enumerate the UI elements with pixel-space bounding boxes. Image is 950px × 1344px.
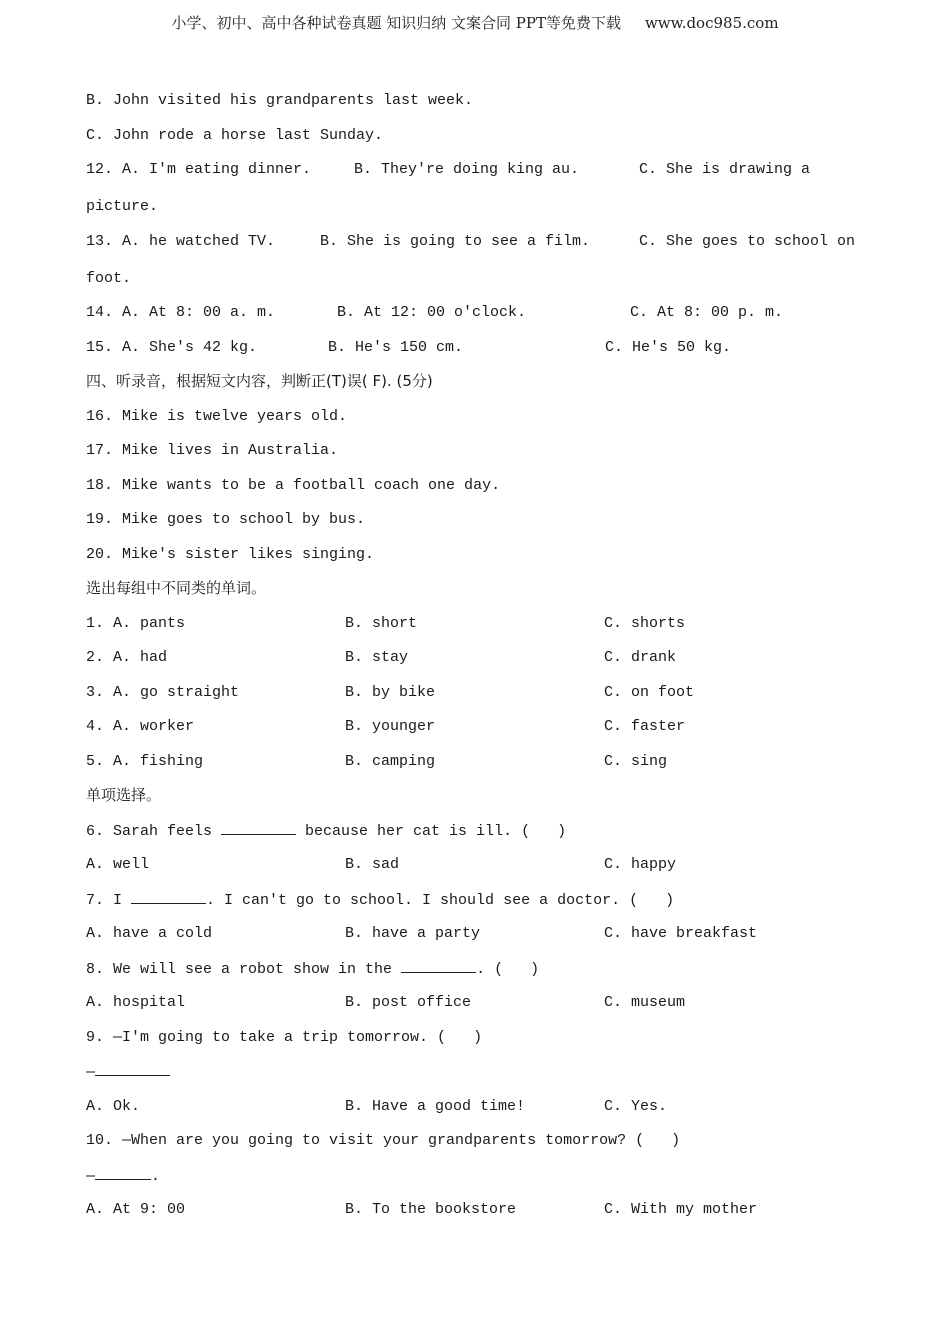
odd-5-option-c: C. sing (604, 752, 668, 770)
statement-20: 20. Mike's sister likes singing. (86, 545, 375, 563)
q9-dash: — (86, 1064, 96, 1081)
q8-stem-start: 8. We will see a robot show in the (86, 960, 402, 978)
question-10: 10. —When are you going to visit your grandparents tomorrow? ( ) (86, 1132, 681, 1149)
page-header (0, 12, 950, 33)
question-15 (86, 334, 866, 369)
q10-answer-line (86, 1162, 866, 1197)
odd-1-option-b: B. short (345, 614, 418, 632)
q9-answer-line (86, 1058, 866, 1093)
q14-option-a: 14. A. At 8: 00 a. m. (86, 304, 276, 321)
q10-option-a: A. At 9: 00 (86, 1201, 186, 1218)
q9-option-b: B. Have a good time! (345, 1097, 526, 1115)
odd-2-option-b: B. stay (345, 649, 409, 666)
odd-3-option-c: C. on foot (604, 683, 695, 701)
q12-continuation: picture. (86, 198, 159, 215)
q13-option-b: B. She is going to see a film. (320, 232, 591, 250)
q12-option-c: C. She is drawing a (639, 161, 811, 178)
q9-option-c: C. Yes. (604, 1097, 668, 1115)
q6-answer-blank (221, 817, 296, 835)
q10-dash: — (86, 1167, 96, 1185)
q8-option-a: A. hospital (86, 994, 186, 1011)
odd-2-option-c: C. drank (604, 649, 677, 666)
q15-option-c: C. He's 50 kg. (605, 338, 732, 356)
q9-options (86, 1093, 866, 1128)
statement-19: 19. Mike goes to school by bus. (86, 511, 366, 528)
q6-stem-start: 6. Sarah feels (86, 822, 222, 840)
q9-answer-blank (95, 1058, 170, 1076)
q7-answer-blank (131, 886, 206, 904)
odd-1-option-a: 1. A. pants (86, 614, 186, 632)
q10-option-c: C. With my mother (604, 1201, 758, 1218)
q10-option-b: B. To the bookstore (345, 1201, 517, 1218)
question-9: 9. —I'm going to take a trip tomorrow. ( ) (86, 1028, 483, 1046)
question-7 (86, 886, 866, 921)
q15-option-b: B. He's 150 cm. (328, 338, 464, 356)
q10-answer-blank (95, 1162, 151, 1180)
q7-option-b: B. have a party (345, 925, 481, 942)
question-6 (86, 817, 866, 852)
odd-item-5 (86, 748, 866, 783)
odd-4-option-b: B. younger (345, 718, 436, 735)
odd-5-option-b: B. camping (345, 752, 436, 770)
odd-3-option-b: B. by bike (345, 683, 436, 701)
odd-4-option-c: C. faster (604, 718, 686, 735)
question-8 (86, 955, 866, 990)
q14-option-b: B. At 12: 00 o'clock. (337, 304, 527, 321)
q8-option-b: B. post office (345, 994, 472, 1011)
q13-option-a: 13. A. he watched TV. (86, 232, 276, 250)
worksheet-content (86, 87, 866, 1231)
odd-item-1 (86, 610, 866, 645)
q9-option-a: A. Ok. (86, 1097, 141, 1115)
question-13 (86, 228, 866, 265)
q6-option-c: C. happy (604, 856, 677, 873)
question-12 (86, 156, 866, 193)
section-4-title: 四、听录音，根据短文内容，判断正(T)误( F). (5分) (86, 372, 433, 390)
q6-stem-end: because her cat is ill. ( ) (296, 822, 567, 840)
odd-3-option-a: 3. A. go straight (86, 683, 240, 701)
statement-16: 16. Mike is twelve years old. (86, 407, 348, 425)
q7-options (86, 920, 866, 955)
q8-option-c: C. museum (604, 994, 686, 1011)
q7-stem-end: . I can't go to school. I should see a doctor. ( ) (206, 891, 675, 909)
q6-option-b: B. sad (345, 856, 400, 873)
q13-option-c: C. She goes to school on (639, 232, 856, 250)
q7-stem-start: 7. I (86, 891, 132, 909)
statement-18: 18. Mike wants to be a football coach one day. (86, 476, 501, 494)
odd-4-option-a: 4. A. worker (86, 718, 195, 735)
statement-17: 17. Mike lives in Australia. (86, 442, 339, 459)
q11-option-b: B. John visited his grandparents last week. (86, 92, 474, 109)
odd-one-out-title: 选出每组中不同类的单词。 (86, 579, 267, 597)
q15-option-a: 15. A. She's 42 kg. (86, 338, 258, 356)
q6-option-a: A. well (86, 856, 150, 873)
q8-options (86, 989, 866, 1024)
q6-options (86, 851, 866, 886)
question-14 (86, 299, 866, 334)
q10-options (86, 1196, 866, 1231)
q11-option-c: C. John rode a horse last Sunday. (86, 126, 384, 144)
q14-option-c: C. At 8: 00 p. m. (630, 304, 784, 321)
q8-stem-end: . ( ) (476, 960, 540, 978)
q13-continuation: foot. (86, 269, 132, 287)
q12-option-b: B. They're doing king au. (354, 161, 580, 178)
q7-option-c: C. have breakfast (604, 925, 758, 942)
odd-2-option-a: 2. A. had (86, 649, 168, 666)
odd-item-4 (86, 713, 866, 748)
odd-item-3 (86, 679, 866, 714)
odd-5-option-a: 5. A. fishing (86, 752, 204, 770)
q8-answer-blank (401, 955, 476, 973)
q10-period: . (151, 1167, 161, 1185)
q7-option-a: A. have a cold (86, 925, 213, 942)
single-choice-title: 单项选择。 (86, 786, 162, 804)
odd-1-option-c: C. shorts (604, 614, 686, 632)
odd-item-2 (86, 644, 866, 679)
header-banner: 小学、初中、高中各种试卷真题 知识归纳 文案合同 PPT等免费下载 (171, 14, 621, 32)
q12-option-a: 12. A. I'm eating dinner. (86, 161, 312, 178)
header-site: www.doc985.com (644, 14, 779, 32)
